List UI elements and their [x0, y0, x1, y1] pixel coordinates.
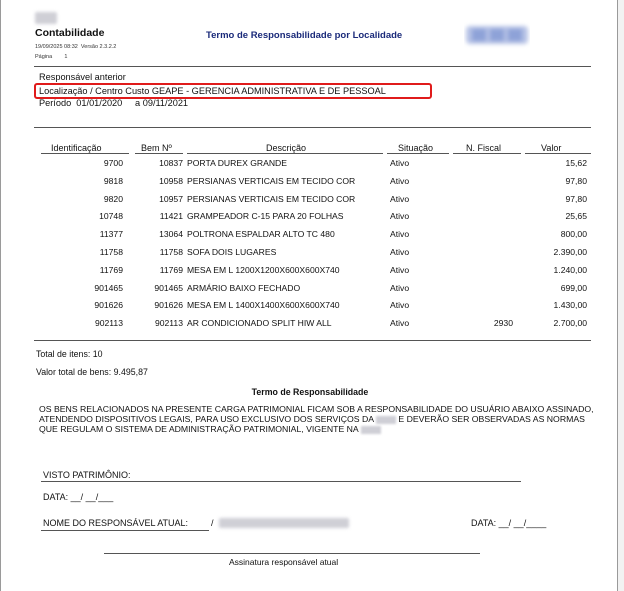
cell-bem-numero: 902113 — [154, 318, 183, 329]
col-header-descricao: Descrição — [266, 143, 307, 153]
cell-situacao: Ativo — [390, 211, 410, 222]
visto-date-label: DATA: __/ __/___ — [43, 492, 114, 502]
total-items-label: Total de itens: — [36, 349, 91, 359]
cell-bem-numero: 10958 — [159, 175, 183, 186]
cell-valor: 97,80 — [565, 175, 587, 186]
cell-valor: 25,65 — [565, 211, 587, 222]
cell-identificacao: 9700 — [103, 158, 123, 168]
cell-bem-numero: 13064 — [159, 229, 183, 240]
cell-nfiscal: 2930 — [493, 318, 513, 329]
responsavel-name-redacted — [219, 518, 349, 528]
period-connector: a — [135, 98, 141, 108]
page-number: 1 — [64, 54, 68, 60]
col-header-bem: Bem Nº — [141, 143, 172, 153]
redacted-institution-2 — [361, 426, 381, 434]
cell-valor: 1.240,00 — [553, 264, 587, 275]
brand-logo-blurred — [35, 12, 57, 24]
cell-bem-numero: 11421 — [159, 211, 183, 222]
previous-responsible-label: Responsável anterior — [39, 72, 126, 82]
responsavel-prefix: / — [211, 518, 214, 528]
cell-valor: 699,00 — [560, 282, 587, 293]
cell-valor: 15,62 — [565, 158, 587, 168]
cell-descricao: PERSIANAS VERTICAIS EM TECIDO COR — [187, 193, 356, 204]
signature-line — [104, 553, 480, 554]
col-header-identificacao: Identificação — [51, 143, 102, 153]
header-meta — [35, 44, 116, 50]
cell-valor: 97,80 — [565, 193, 587, 204]
col-underline-valor — [525, 153, 591, 154]
col-header-valor: Valor — [541, 143, 562, 153]
page-indicator — [35, 54, 67, 60]
period-label: Período — [39, 98, 72, 108]
cell-valor: 2.390,00 — [553, 247, 587, 257]
cell-bem-numero: 10837 — [159, 158, 183, 168]
cell-identificacao: 9818 — [103, 175, 123, 186]
cell-bem-numero: 901465 — [154, 282, 183, 293]
version-label: Versão 2.3.2.2 — [80, 44, 117, 50]
section-divider — [34, 127, 591, 128]
col-header-situacao: Situação — [398, 143, 434, 153]
visto-patrimonio-label: VISTO PATRIMÔNIO: — [43, 470, 131, 480]
period-line — [39, 98, 188, 108]
cell-descricao: SOFA DOIS LUGARES — [187, 247, 277, 257]
header-divider — [34, 66, 591, 67]
term-text-part1: OS BENS RELACIONADOS NA PRESENTE CARGA PATRIMONIAL FICAM SOB A RESPONSABILIDADE DO USUÁRIO ABAIXO ASSINADO, ATENDENDO DISPOSITIVOS LEGAIS, PARA USO EXCLUSIVO DOS SERVIÇOS DA — [39, 404, 594, 424]
cell-identificacao: 11758 — [99, 247, 123, 257]
total-value-label: Valor total de bens: — [36, 367, 112, 377]
cell-identificacao: 11377 — [99, 229, 123, 240]
col-header-nfiscal: N. Fiscal — [466, 143, 502, 153]
cell-situacao: Ativo — [390, 175, 410, 186]
term-text-part2: E DEVERÃO SER OBSERVADAS AS NORMAS QUE REGULAM O SISTEMA DE ADMINISTRAÇÃO PATRIMONIAL, VIGENTE NA — [39, 414, 585, 434]
responsavel-date-label: DATA: __/ __/____ — [471, 518, 547, 528]
total-value-amount: 9.495,87 — [113, 367, 148, 377]
cell-situacao: Ativo — [390, 300, 410, 311]
cell-descricao: MESA EM L 1400X1400X600X600X740 — [187, 300, 340, 311]
cell-situacao: Ativo — [390, 282, 410, 293]
responsavel-underline — [41, 530, 209, 531]
col-underline-bem — [135, 153, 183, 154]
redacted-institution — [376, 416, 396, 424]
cell-bem-numero: 10957 — [159, 193, 183, 204]
document-title: Termo de Responsabilidade por Localidade — [206, 30, 403, 41]
period-end: 09/11/2021 — [142, 98, 189, 108]
cell-identificacao: 9820 — [103, 193, 123, 204]
col-underline-identificacao — [41, 153, 129, 154]
institution-logo-blurred — [464, 20, 530, 50]
cell-situacao: Ativo — [390, 264, 410, 275]
cell-descricao: AR CONDICIONADO SPLIT HIW ALL — [187, 318, 332, 329]
cell-descricao: PORTA DUREX GRANDE — [187, 158, 287, 168]
location-line: Localização / Centro Custo GEAPE - GERENCIA ADMINISTRATIVA E DE PESSOAL — [39, 86, 386, 96]
cell-identificacao: 901626 — [94, 300, 123, 311]
signature-caption: Assinatura responsável atual — [229, 557, 339, 567]
page-label: Página — [35, 54, 53, 60]
cell-situacao: Ativo — [390, 229, 410, 240]
cell-situacao: Ativo — [390, 318, 410, 329]
cell-identificacao: 902113 — [94, 318, 123, 329]
col-underline-situacao — [387, 153, 449, 154]
cell-bem-numero: 11769 — [159, 264, 183, 275]
cell-valor: 800,00 — [560, 229, 587, 240]
cell-descricao: MESA EM L 1200X1200X600X600X740 — [187, 264, 340, 275]
cell-identificacao: 901465 — [94, 282, 123, 293]
cell-descricao: POLTRONA ESPALDAR ALTO TC 480 — [187, 229, 335, 240]
total-value — [36, 367, 148, 377]
term-title: Termo de Responsabilidade — [251, 387, 369, 397]
total-items — [36, 349, 103, 359]
total-items-value: 10 — [92, 349, 103, 359]
cell-situacao: Ativo — [390, 247, 410, 257]
cell-valor: 1.430,00 — [553, 300, 587, 311]
cell-descricao: GRAMPEADOR C-15 PARA 20 FOLHAS — [187, 211, 344, 222]
cell-identificacao: 11769 — [99, 264, 123, 275]
cell-situacao: Ativo — [390, 158, 410, 168]
print-datetime: 19/09/2025 08:32 — [35, 44, 78, 50]
col-underline-nfiscal — [453, 153, 521, 154]
cell-identificacao: 10748 — [99, 211, 123, 222]
period-start: 01/01/2020 — [76, 98, 123, 108]
cell-bem-numero: 11758 — [159, 247, 183, 257]
visto-patrimonio-line — [41, 481, 521, 482]
col-underline-descricao — [187, 153, 383, 154]
table-bottom-divider — [34, 340, 591, 341]
cell-descricao: PERSIANAS VERTICAIS EM TECIDO COR — [187, 175, 356, 186]
term-text — [39, 404, 599, 434]
responsavel-label: NOME DO RESPONSÁVEL ATUAL: — [43, 518, 189, 528]
cell-descricao: ARMÁRIO BAIXO FECHADO — [187, 282, 301, 293]
cell-valor: 2.700,00 — [553, 318, 587, 329]
cell-bem-numero: 901626 — [154, 300, 183, 311]
cell-situacao: Ativo — [390, 193, 410, 204]
app-title: Contabilidade — [35, 27, 105, 39]
